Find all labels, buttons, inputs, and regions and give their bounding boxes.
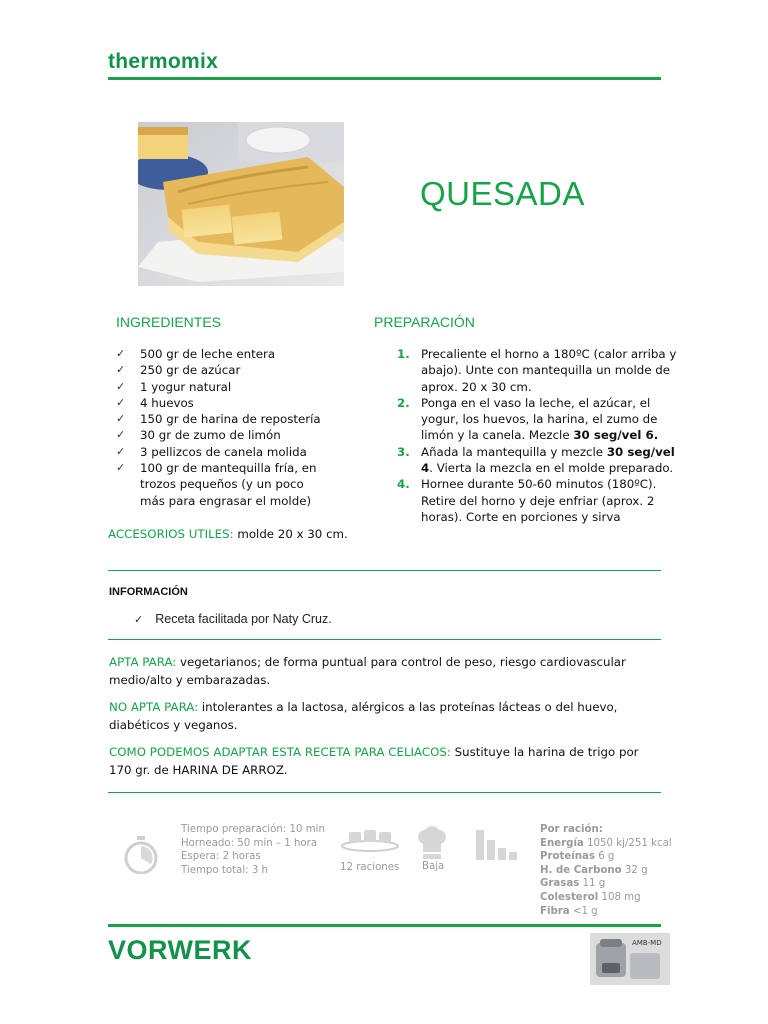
nutrition-info: Por ración: Energía 1050 kj/251 kcal Proteínas 6 g H. de Carbono 32 g Grasas 11 g Colesterol 108 mg Fibra <1 g xyxy=(540,824,672,917)
list-item: 1. Precaliente el horno a 180ºC (calor arriba y abajo). Unte con mantequilla un molde de aprox. 20 x 30 cm. xyxy=(397,347,677,394)
preparation-steps xyxy=(397,346,677,525)
check-icon: ✓ xyxy=(116,428,126,442)
check-icon: ✓ xyxy=(116,412,126,426)
info-item: ✓ Receta facilitada por Naty Cruz. xyxy=(134,612,332,626)
ingredients-list xyxy=(116,346,356,509)
check-icon: ✓ xyxy=(134,614,144,626)
list-item: 2. Ponga en el vaso la leche, el azúcar, el yogur, los huevos, la harina, el zumo de limón y la canela. Mezcle 30 seg/vel 6. xyxy=(397,395,659,443)
check-icon: ✓ xyxy=(116,461,126,475)
thermomix-device-image xyxy=(590,933,670,985)
list-item: ✓ 3 pellizcos de canela molida xyxy=(116,444,307,459)
check-icon: ✓ xyxy=(116,363,126,377)
list-item: ✓ 4 huevos xyxy=(116,395,194,410)
check-icon: ✓ xyxy=(116,444,126,458)
check-icon: ✓ xyxy=(116,347,126,360)
divider xyxy=(108,639,661,640)
difficulty: Baja xyxy=(422,861,445,872)
list-item: 3. Añada la mantequilla y mezcle 30 seg/vel 4. Vierta la mezcla en el molde preparado. xyxy=(397,444,675,476)
vorwerk-logo: VORWERK xyxy=(108,935,253,965)
servings: 12 raciones xyxy=(340,862,400,873)
chef-hat-icon xyxy=(416,826,448,864)
recipe-title: QUESADA xyxy=(420,175,585,212)
accessories: ACCESORIOS UTILES: molde 20 x 30 cm. xyxy=(108,527,348,541)
list-item: ✓ 30 gr de zumo de limón xyxy=(116,428,281,443)
nutrition-chart-icon xyxy=(474,826,518,866)
list-item: ✓ 500 gr de leche entera xyxy=(116,347,276,361)
celiacos-para: COMO PODEMOS ADAPTAR ESTA RECETA PARA CELIACOS: Sustituye la harina de trigo por 170 gr. de HARINA DE ARROZ. xyxy=(109,745,639,777)
footer-rule xyxy=(108,924,661,927)
info-heading: INFORMACIÓN xyxy=(109,586,188,598)
servings-icon xyxy=(341,826,399,856)
check-icon: ✓ xyxy=(116,395,126,409)
list-item: ✓ 250 gr de azúcar xyxy=(116,363,241,378)
list-item: ✓ 150 gr de harina de repostería xyxy=(116,412,321,427)
timer-icon xyxy=(124,836,158,878)
thermomix-logo: thermomix xyxy=(108,50,219,73)
time-info: Tiempo preparación: 10 min Horneado: 50 min – 1 hora Espera: 2 horas Tiempo total: 3 h xyxy=(181,824,325,876)
list-item: 4. Hornee durante 50-60 minutos (180ºC). Retire del horno y deje enfriar (aprox. 2 horas). Corte en porciones y sirva xyxy=(397,477,657,524)
svg-text:AMB-MD: AMB-MD xyxy=(632,939,662,947)
preparation-heading: PREPARACIÓN xyxy=(374,314,475,330)
header-rule xyxy=(108,77,661,80)
apta-para: APTA PARA: vegetarianos; de forma puntual para control de peso, riesgo cardiovascular medio/alto y embarazadas. xyxy=(109,655,626,687)
divider xyxy=(108,792,661,793)
quesada-photo xyxy=(138,122,344,286)
no-apta-para: NO APTA PARA: intolerantes a la lactosa, alérgicos a las proteínas lácteas o del huevo, diabéticos y veganos. xyxy=(109,700,618,732)
divider xyxy=(108,570,661,571)
ingredients-heading: INGREDIENTES xyxy=(116,314,222,330)
list-item: ✓ 1 yogur natural xyxy=(116,379,232,394)
check-icon: ✓ xyxy=(116,379,126,393)
list-item: ✓ 100 gr de mantequilla fría, en trozos pequeños (y un poco más para engrasar el molde) xyxy=(116,461,317,508)
